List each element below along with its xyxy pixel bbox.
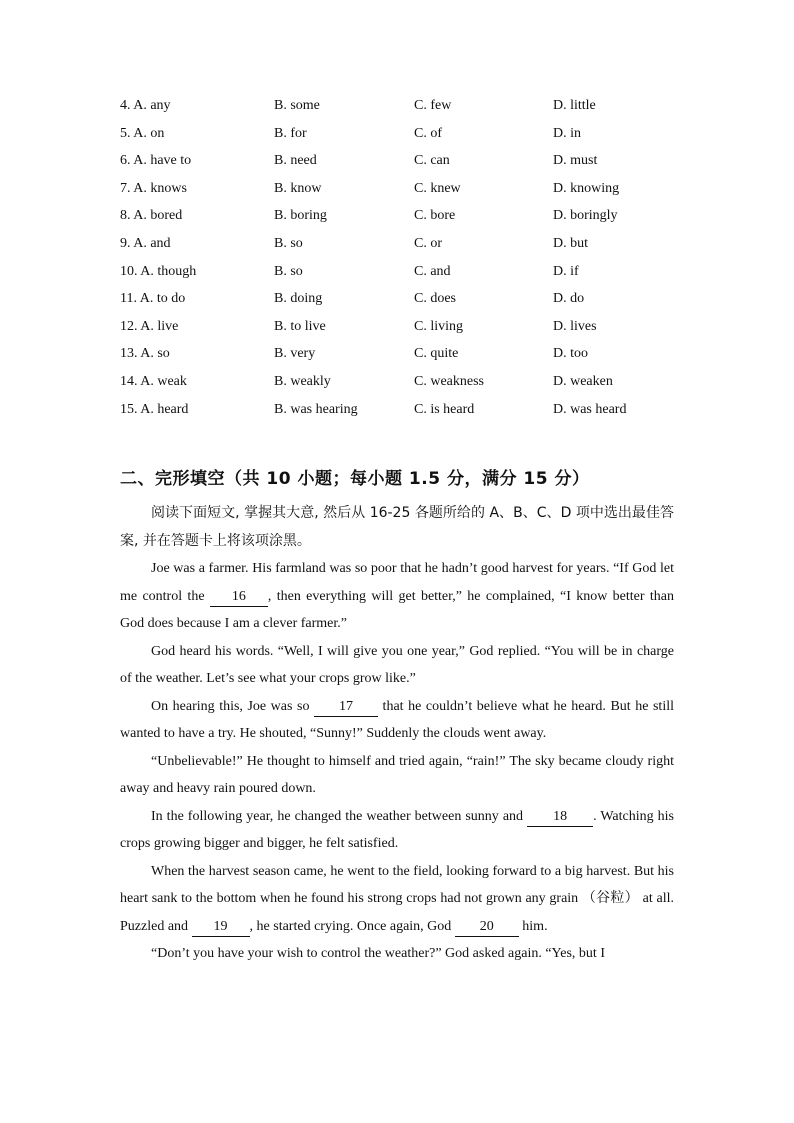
option-b: B. some bbox=[274, 98, 320, 113]
blank-17: 17 bbox=[314, 698, 378, 717]
option-a: 9. A. and bbox=[120, 235, 171, 251]
option-row bbox=[120, 289, 680, 317]
option-b: B. was hearing bbox=[274, 401, 358, 417]
option-row bbox=[120, 400, 680, 428]
option-d: D. was heard bbox=[553, 401, 627, 417]
blank-18: 18 bbox=[527, 808, 593, 827]
option-a: 13. A. so bbox=[120, 346, 170, 362]
option-row bbox=[120, 234, 680, 262]
option-d: D. knowing bbox=[553, 180, 620, 196]
paragraph-6: When the harvest season came, he went to the field, looking forward to a big harvest. But his heart sank to the bottom when he found his strong crops had not grown any grain （谷粒） at all. Puzzled and 19 , he started crying. Once again, God 20 him. bbox=[120, 858, 674, 941]
option-b: B. so bbox=[274, 263, 303, 279]
paragraph-5: In the following year, he changed the weather between sunny and 18 . Watching his crops growing bigger and bigger, he felt satisfied. bbox=[120, 808, 674, 851]
answer-options-table bbox=[120, 96, 680, 427]
option-a: 4. A. any bbox=[120, 98, 171, 113]
option-a: 5. A. on bbox=[120, 125, 165, 141]
option-b: B. weakly bbox=[274, 373, 331, 389]
option-row bbox=[120, 344, 680, 372]
option-c: C. knew bbox=[414, 180, 461, 196]
option-row bbox=[120, 179, 680, 207]
option-a: 7. A. knows bbox=[120, 180, 187, 196]
option-a: 10. A. though bbox=[120, 263, 197, 279]
option-a: 8. A. bored bbox=[120, 208, 183, 224]
option-row bbox=[120, 151, 680, 179]
option-c: C. weakness bbox=[414, 373, 484, 389]
option-d: D. if bbox=[553, 263, 579, 279]
option-d: D. must bbox=[553, 153, 598, 169]
option-d: D. weaken bbox=[553, 373, 613, 389]
option-d: D. do bbox=[553, 291, 585, 307]
option-a: 6. A. have to bbox=[120, 153, 192, 169]
option-c: C. or bbox=[414, 235, 442, 251]
instruction-text: 阅读下面短文, 掌握其大意, 然后从 16-25 各题所给的 A、B、C、D 项中选出最佳答案, 并在答题卡上将该项涂黑。 bbox=[120, 505, 674, 549]
option-d: D. too bbox=[553, 346, 588, 362]
option-c: C. and bbox=[414, 263, 451, 279]
option-b: B. doing bbox=[274, 291, 323, 307]
option-row bbox=[120, 262, 680, 290]
option-row bbox=[120, 96, 680, 124]
option-c: C. bore bbox=[414, 208, 456, 224]
option-d: D. little bbox=[553, 98, 596, 113]
option-a: 15. A. heard bbox=[120, 401, 189, 417]
option-row bbox=[120, 372, 680, 400]
paragraph-1: Joe was a farmer. His farmland was so poor that he hadn’t good harvest for years. “If God let me control the 16 , then everything will get better,” he complained, “I know better than God does because I am a clever farmer.” bbox=[120, 561, 674, 631]
option-b: B. very bbox=[274, 346, 316, 362]
option-b: B. know bbox=[274, 180, 322, 196]
option-c: C. living bbox=[414, 318, 464, 334]
option-b: B. to live bbox=[274, 318, 326, 334]
option-c: C. is heard bbox=[414, 401, 475, 417]
blank-19: 19 bbox=[192, 918, 250, 937]
blank-16: 16 bbox=[210, 588, 268, 607]
option-b: B. so bbox=[274, 235, 303, 251]
option-a: 12. A. live bbox=[120, 318, 179, 334]
option-d: D. but bbox=[553, 235, 588, 251]
option-c: C. of bbox=[414, 125, 442, 141]
option-a: 14. A. weak bbox=[120, 373, 187, 389]
option-row bbox=[120, 317, 680, 345]
cloze-passage bbox=[120, 500, 674, 968]
paragraph-7: “Don’t you have your wish to control the weather?” God asked again. “Yes, but I bbox=[151, 946, 605, 961]
option-c: C. can bbox=[414, 153, 450, 169]
paragraph-4: “Unbelievable!” He thought to himself and tried again, “rain!” The sky became cloudy right away and heavy rain poured down. bbox=[120, 753, 674, 796]
paragraph-2: God heard his words. “Well, I will give you one year,” God replied. “You will be in charge of the weather. Let’s see what your crops grow like.” bbox=[120, 643, 674, 686]
option-row bbox=[120, 124, 680, 152]
blank-20: 20 bbox=[455, 918, 519, 937]
option-c: C. few bbox=[414, 98, 452, 113]
option-d: D. boringly bbox=[553, 208, 618, 224]
option-b: B. boring bbox=[274, 208, 327, 224]
section-title: 二、完形填空（共 10 小题；每小题 1.5 分，满分 15 分） bbox=[120, 469, 590, 489]
option-d: D. in bbox=[553, 125, 581, 141]
option-a: 11. A. to do bbox=[120, 291, 186, 307]
option-b: B. need bbox=[274, 153, 317, 169]
option-row bbox=[120, 206, 680, 234]
option-b: B. for bbox=[274, 125, 307, 141]
option-c: C. does bbox=[414, 291, 456, 307]
option-c: C. quite bbox=[414, 346, 459, 362]
paragraph-3: On hearing this, Joe was so 17 that he couldn’t believe what he heard. But he still wanted to have a try. He shouted, “Sunny!” Suddenly the clouds went away. bbox=[120, 698, 674, 741]
option-d: D. lives bbox=[553, 318, 597, 334]
